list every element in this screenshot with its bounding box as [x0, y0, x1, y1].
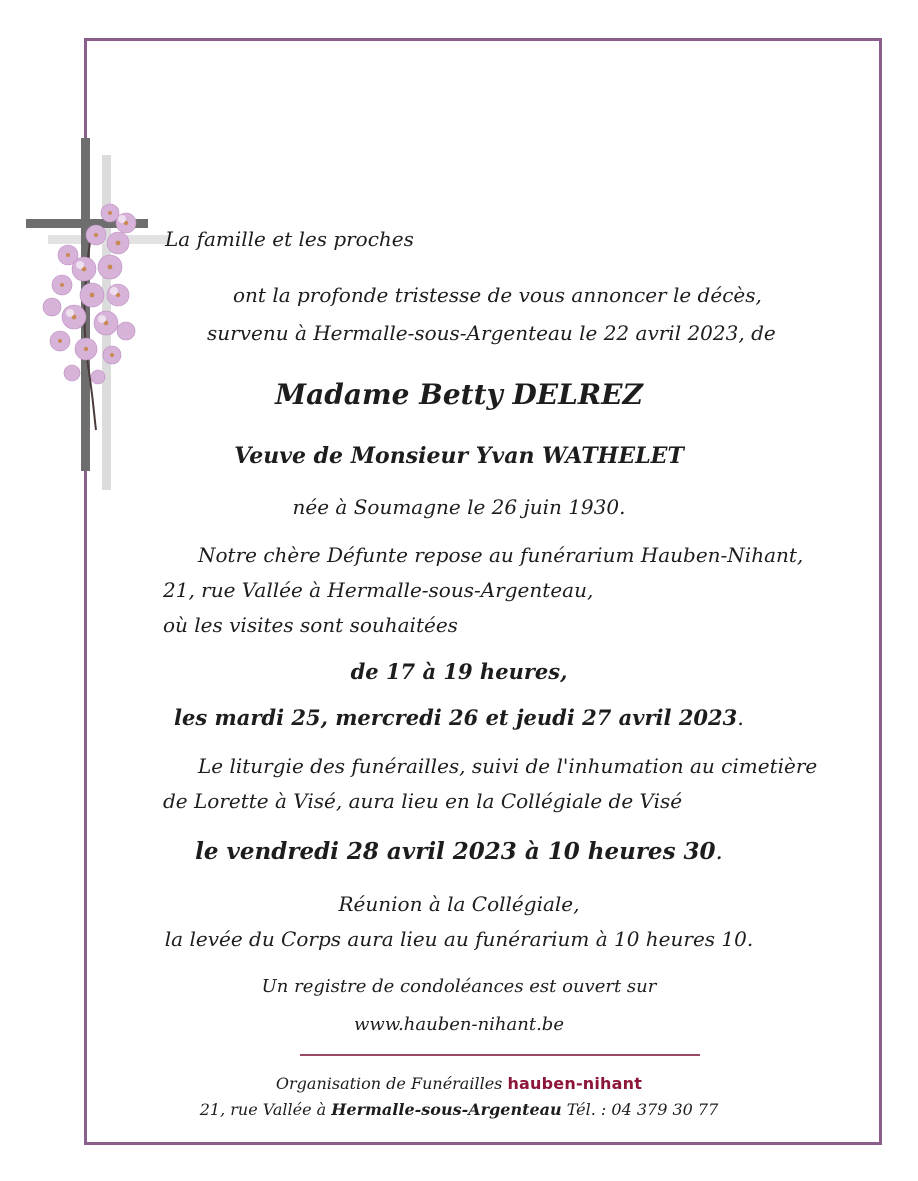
footer-phone: Tél. : 04 379 30 77	[566, 1100, 719, 1119]
rest-line-2: 21, rue Vallée à Hermalle-sous-Argenteau,	[163, 578, 594, 602]
rest-line-3: où les visites sont souhaitées	[163, 613, 458, 637]
announcement-line: ont la profonde tristesse de vous annoncer le décès,	[233, 283, 762, 307]
deceased-name: Madame Betty DELREZ	[275, 378, 643, 411]
cross-with-orchid-icon	[22, 135, 182, 495]
brand-logo: hauben-nihant	[507, 1074, 643, 1093]
visit-days-period: .	[737, 706, 744, 730]
visit-days	[0, 707, 918, 729]
birth-line: née à Soumagne le 26 juin 1930.	[292, 495, 626, 519]
visit-days-text: les mardi 25, mercredi 26 et jeudi 27 avril 2023	[174, 705, 738, 730]
footer-organisation	[0, 1076, 918, 1092]
funeral-datetime-text: le vendredi 28 avril 2023 à 10 heures 30	[195, 838, 716, 865]
visit-hours: de 17 à 19 heures,	[350, 659, 568, 684]
footer-org-prefix: Organisation de Funérailles	[275, 1074, 503, 1093]
footer-address-prefix: 21, rue Vallée à	[199, 1100, 327, 1119]
footer-address	[0, 1102, 918, 1118]
website-link[interactable]: www.hauben-nihant.be	[354, 1014, 564, 1035]
meeting-line-1: Réunion à la Collégiale,	[338, 892, 580, 916]
register-line: Un registre de condoléances est ouvert sur	[261, 976, 657, 997]
footer-address-town: Hermalle-sous-Argenteau	[331, 1100, 562, 1119]
spouse-line: Veuve de Monsieur Yvan WATHELET	[234, 443, 684, 469]
footer-separator	[300, 1054, 700, 1056]
family-line: La famille et les proches	[165, 227, 414, 251]
liturgy-line-2: de Lorette à Visé, aura lieu en la Collégiale de Visé	[163, 789, 683, 813]
place-date-line: survenu à Hermalle-sous-Argenteau le 22 avril 2023, de	[207, 321, 776, 345]
funeral-datetime	[0, 840, 918, 864]
rest-line-1: Notre chère Défunte repose au funérarium Hauben-Nihant,	[198, 543, 804, 567]
meeting-line-2: la levée du Corps aura lieu au funérarium à 10 heures 10.	[164, 927, 754, 951]
liturgy-line-1: Le liturgie des funérailles, suivi de l'inhumation au cimetière	[198, 754, 818, 778]
funeral-datetime-period: .	[715, 839, 723, 865]
